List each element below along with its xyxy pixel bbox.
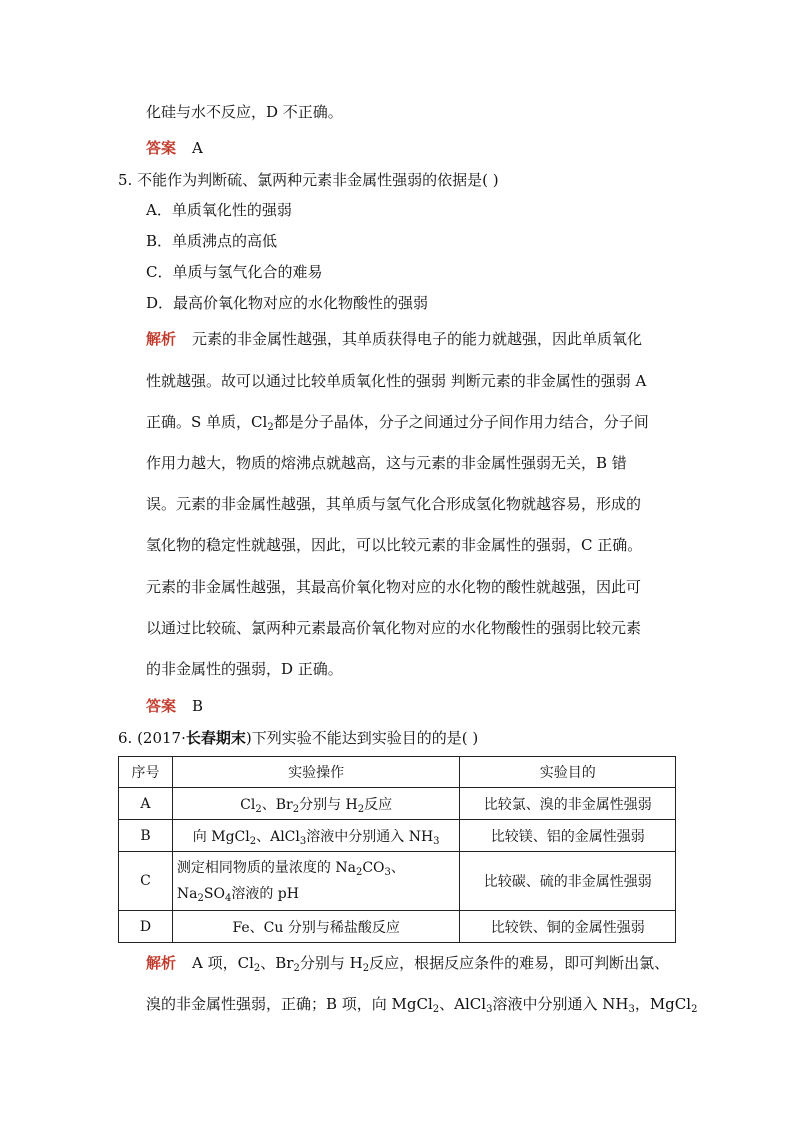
operation-text: SO [203, 886, 225, 902]
row-operation: Fe、Cu 分别与稀盐酸反应 [172, 911, 460, 943]
row-operation [172, 788, 460, 820]
answer-line-1 [146, 138, 203, 158]
analysis-line-1 [146, 329, 642, 349]
row-goal: 比较镁、铝的金属性强弱 [460, 820, 676, 852]
stem-source: 长春期末 [185, 729, 246, 747]
row-index: B [119, 820, 173, 852]
subscript: 2 [362, 963, 370, 974]
operation-text: 、AlCl [256, 828, 300, 845]
subscript: 2 [197, 893, 204, 904]
answer-line-2 [146, 696, 203, 716]
subscript: 3 [384, 867, 391, 878]
subscript: 2 [255, 803, 262, 815]
row-index: C [119, 852, 173, 911]
option-c: C．单质与氢气化合的难易 [146, 263, 323, 281]
question-6-stem [118, 728, 478, 748]
option-b: B．单质沸点的高低 [146, 232, 278, 250]
row-operation [172, 852, 460, 911]
subscript: 3 [486, 1004, 493, 1015]
operation-text: 反应 [364, 796, 393, 813]
analysis-line-8: 以通过比较硫、氯两种元素最高价氧化物对应的水化物酸性的强弱比较元素 [146, 619, 642, 637]
subscript: 3 [299, 835, 307, 847]
analysis-text: 元素的非金属性越强，其单质获得电子的能力就越强，因此单质氧化 [192, 330, 643, 348]
question-5-stem: 5. 不能作为判断硫、氯两种元素非金属性强弱的依据是( ) [118, 171, 499, 189]
row-goal: 比较铁、铜的金属性强弱 [460, 911, 676, 943]
subscript: 3 [628, 1004, 635, 1015]
q6-analysis-line-2 [146, 994, 697, 1014]
subscript: 3 [433, 835, 440, 847]
operation-text: 溶液的 pH [231, 886, 299, 902]
analysis-line-3 [146, 412, 649, 432]
analysis-text: 都是分子晶体，分子之间通过分子间作用力结合，分子间 [273, 413, 649, 431]
header-operation: 实验操作 [172, 757, 460, 788]
header-goal: 实验目的 [460, 757, 676, 788]
analysis-text: A 项，Cl [192, 954, 254, 972]
operation-text: Na [176, 886, 198, 902]
subscript: 2 [267, 422, 274, 433]
analysis-line-2: 性就越强。故可以通过比较单质氧化性的强弱 判断元素的非金属性的强弱 A [146, 372, 647, 390]
analysis-line-6: 氢化物的稳定性就越强，因此，可以比较元素的非金属性的强弱，C 正确。 [146, 536, 643, 554]
analysis-text: 溴的非金属性强弱，正确；B 项，向 MgCl [146, 995, 433, 1013]
subscript: 2 [691, 1004, 698, 1015]
subscript: 2 [355, 867, 363, 878]
subscript: 2 [249, 835, 257, 847]
analysis-label: 解析 [146, 330, 177, 348]
row-goal: 比较氯、溴的非金属性强弱 [460, 788, 676, 820]
analysis-line-9: 的非金属性的强弱，D 正确。 [146, 660, 343, 678]
answer-label: 答案 [146, 697, 177, 715]
analysis-text: 反应，根据反应条件的难易，即可判断出氯、 [369, 954, 670, 972]
row-operation [172, 820, 460, 852]
operation-text: 向 MgCl [192, 828, 250, 845]
analysis-line-5: 误。元素的非金属性越强，其单质与氢气化合形成氢化物就越容易，形成的 [146, 495, 642, 513]
row-index: D [119, 911, 173, 943]
operation-text: CO [362, 860, 385, 876]
analysis-text: ，MgCl [634, 995, 692, 1013]
stem-text: )下列实验不能达到实验目的的是( ) [245, 729, 479, 747]
answer-label: 答案 [146, 139, 177, 157]
analysis-text: 、AlCl [439, 995, 487, 1013]
continuation-line: 化硅与水不反应，D 不正确。 [146, 103, 343, 121]
answer-value: B [192, 697, 204, 715]
table-row [119, 820, 676, 852]
analysis-text: 溶液中分别通入 NH [492, 995, 629, 1013]
table-row [119, 788, 676, 820]
option-a: A．单质氧化性的强弱 [146, 201, 292, 219]
operation-text: Cl [240, 796, 256, 813]
operation-text: 、 [390, 860, 405, 876]
analysis-text: 、Br [260, 954, 294, 972]
analysis-line-7: 元素的非金属性越强，其最高价氧化物对应的水化物的酸性就越强，因此可 [146, 578, 642, 596]
operation-text: 测定相同物质的量浓度的 Na [176, 860, 356, 876]
analysis-label: 解析 [146, 954, 177, 972]
row-index: A [119, 788, 173, 820]
table-row [119, 911, 676, 943]
experiment-table [118, 756, 676, 943]
analysis-text: 分别与 H [299, 954, 363, 972]
q6-analysis-line-1 [146, 953, 669, 973]
subscript: 4 [224, 893, 232, 904]
stem-text: 6. (2017· [118, 729, 186, 747]
subscript: 2 [293, 963, 300, 974]
table-header-row [119, 757, 676, 788]
subscript: 2 [253, 963, 261, 974]
subscript: 2 [357, 803, 365, 815]
row-goal: 比较碳、硫的非金属性强弱 [460, 852, 676, 911]
subscript: 2 [292, 803, 300, 815]
header-index: 序号 [119, 757, 173, 788]
analysis-line-4: 作用力越大，物质的熔沸点就越高，这与元素的非金属性强弱无关，B 错 [146, 454, 627, 472]
table-row [119, 852, 676, 911]
analysis-text: 正确。S 单质，Cl [146, 413, 268, 431]
option-d: D．最高价氧化物对应的水化物酸性的强弱 [146, 294, 429, 312]
operation-text: 溶液中分别通入 NH [306, 828, 434, 845]
answer-value: A [192, 139, 203, 157]
operation-text: 分别与 H [299, 796, 358, 813]
subscript: 2 [432, 1004, 440, 1015]
operation-text: 、Br [261, 796, 293, 813]
